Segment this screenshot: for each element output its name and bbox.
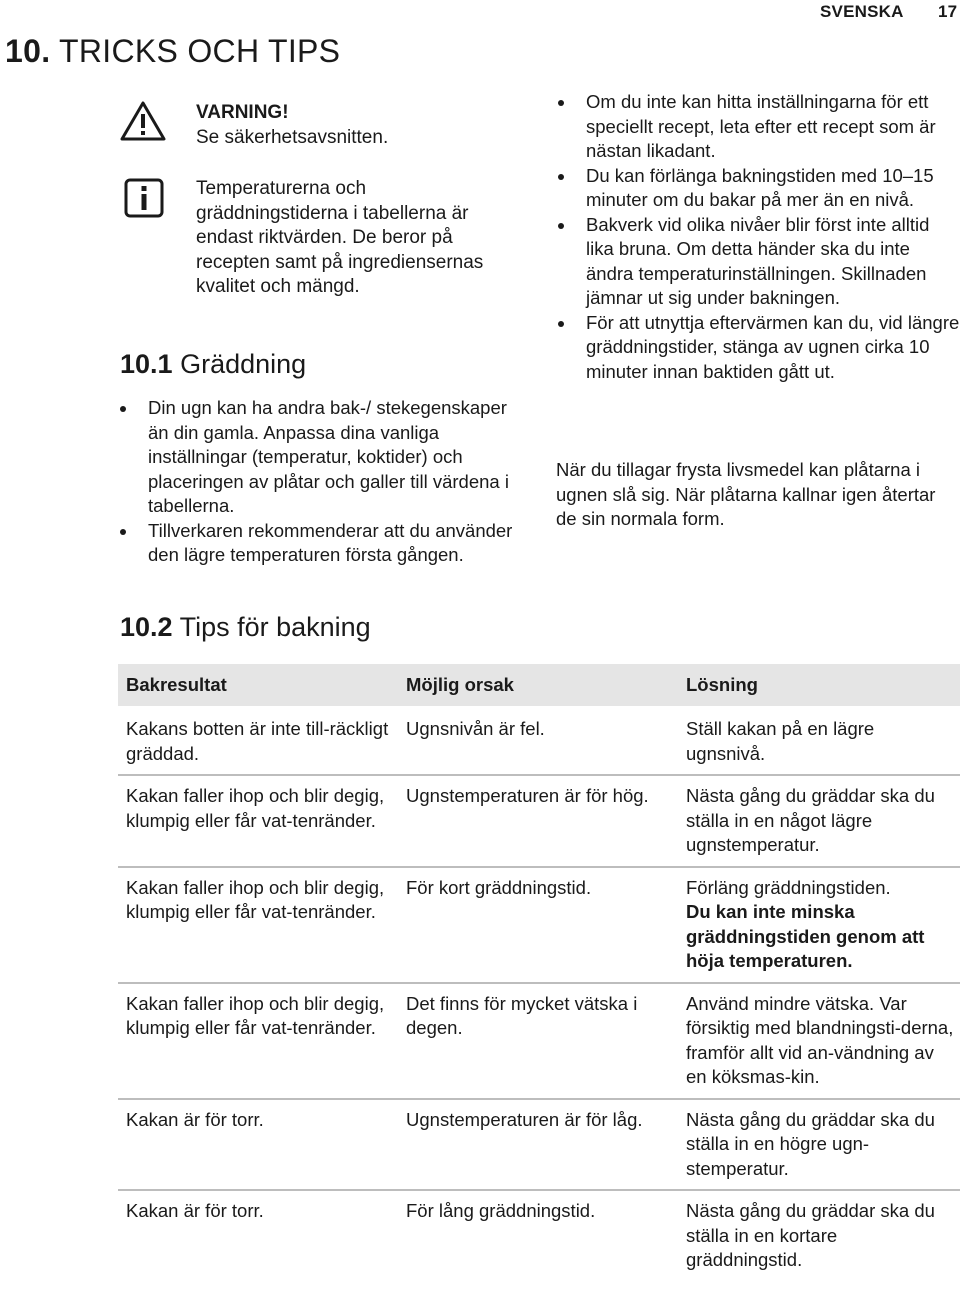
table-row (118, 983, 960, 1099)
info-note (196, 177, 486, 300)
column-header-result: Bakresultat (118, 664, 398, 708)
cell-solution: Nästa gång du gräddar ska du ställa in en kortare gräddningstid. (686, 1200, 935, 1270)
cell-solution: Nästa gång du gräddar ska du ställa in en högre ugn-stemperatur. (678, 1099, 960, 1191)
baking-tips-table (118, 664, 960, 1281)
table-header-row (118, 664, 960, 708)
table-row (118, 775, 960, 867)
solution-bold-note: Du kan inte minska gräddningstiden genom att höja temperaturen. (686, 901, 925, 971)
section-title-2 (120, 611, 371, 643)
page-number: 17 (938, 2, 958, 21)
table-row (118, 867, 960, 983)
warning-triangle-icon (120, 100, 166, 142)
list-item: Om du inte kan hitta inställningarna för ett speciellt recept, leta efter ett recept som är nästan likadant. (556, 90, 960, 164)
column-header-solution: Lösning (678, 664, 960, 708)
chapter-name: TRICKS OCH TIPS (59, 33, 341, 69)
cell-result: Kakan är för torr. (126, 1200, 264, 1221)
page-header (820, 0, 958, 25)
frozen-food-paragraph: När du tillagar frysta livsmedel kan plåtarna i ugnen slå sig. När plåtarna kallnar igen återtar de sin normala form. (556, 459, 936, 529)
list-item: För att utnyttja eftervärmen kan du, vid längre gräddningstider, stänga av ugnen cirka 10 minuter innan baktiden gått ut. (556, 311, 960, 385)
cell-solution (678, 867, 960, 983)
list-item: Din ugn kan ha andra bak-/ stekegenskaper än din gamla. Anpassa dina vanliga inställningar (temperatur, koktider) och placeringen av plåtar och galler till värdena i tabellerna. (118, 396, 520, 519)
section-title-1 (120, 348, 306, 380)
warning-note (196, 101, 496, 150)
cell-cause: Ugnstemperaturen är för låg. (398, 1099, 678, 1191)
list-item: Bakverk vid olika nivåer blir först inte alltid lika bruna. Om detta händer ska du inte ändra temperaturinställningen. Skillnaden jämnar ut sig under bakningen. (556, 213, 960, 311)
info-text: Temperaturerna och gräddningstiderna i tabellerna är endast riktvärden. De beror på recepten samt på ingrediensernas kvalitet och mängd. (196, 178, 484, 297)
cell-cause: För lång gräddningstid. (406, 1200, 596, 1221)
cell-result: Kakan är för torr. (118, 1099, 398, 1191)
cell-result: Kakan faller ihop och blir degig, klumpig eller får vat-tenränder. (118, 775, 398, 867)
bullet-list-left (118, 396, 520, 568)
section-name-1: Gräddning (180, 349, 307, 379)
header-language: SVENSKA (820, 2, 904, 21)
cell-solution: Använd mindre vätska. Var försiktig med blandningsti-derna, framför allt vid an-vändning av en köksmas-kin. (678, 983, 960, 1099)
warning-text: Se säkerhetsavsnitten. (196, 126, 389, 148)
table-row (118, 1099, 960, 1191)
cell-solution: Ställ kakan på en lägre ugnsnivå. (678, 708, 960, 776)
cell-cause: Ugnsnivån är fel. (398, 708, 678, 776)
cell-result: Kakans botten är inte till-räckligt gräddad. (118, 708, 398, 776)
table-row (118, 708, 960, 776)
cell-result: Kakan faller ihop och blir degig, klumpig eller får vat-tenränder. (118, 983, 398, 1099)
warning-heading: VARNING! (196, 102, 289, 123)
table-row (118, 1190, 960, 1281)
solution-text: Förläng gräddningstiden. (686, 876, 891, 898)
list-item: Du kan förlänga bakningstiden med 10–15 minuter om du bakar på mer än en nivå. (556, 164, 960, 213)
info-icon (124, 178, 164, 218)
bullet-list-right (556, 90, 960, 384)
section-number-2: 10.2 (120, 612, 173, 642)
cell-cause: Det finns för mycket vätska i degen. (398, 983, 678, 1099)
list-item: Tillverkaren rekommenderar att du använder den lägre temperaturen första gången. (118, 519, 520, 568)
section-name-2: Tips för bakning (179, 612, 371, 642)
section-number-1: 10.1 (120, 349, 173, 379)
column-header-cause: Möjlig orsak (398, 664, 678, 708)
cell-cause: Ugnstemperaturen är för hög. (398, 775, 678, 867)
chapter-title (5, 32, 340, 70)
cell-result: Kakan faller ihop och blir degig, klumpig eller får vat-tenränder. (118, 867, 398, 983)
cell-solution: Nästa gång du gräddar ska du ställa in en något lägre ugnstemperatur. (678, 775, 960, 867)
cell-cause: För kort gräddningstid. (398, 867, 678, 983)
chapter-number: 10. (5, 33, 51, 69)
